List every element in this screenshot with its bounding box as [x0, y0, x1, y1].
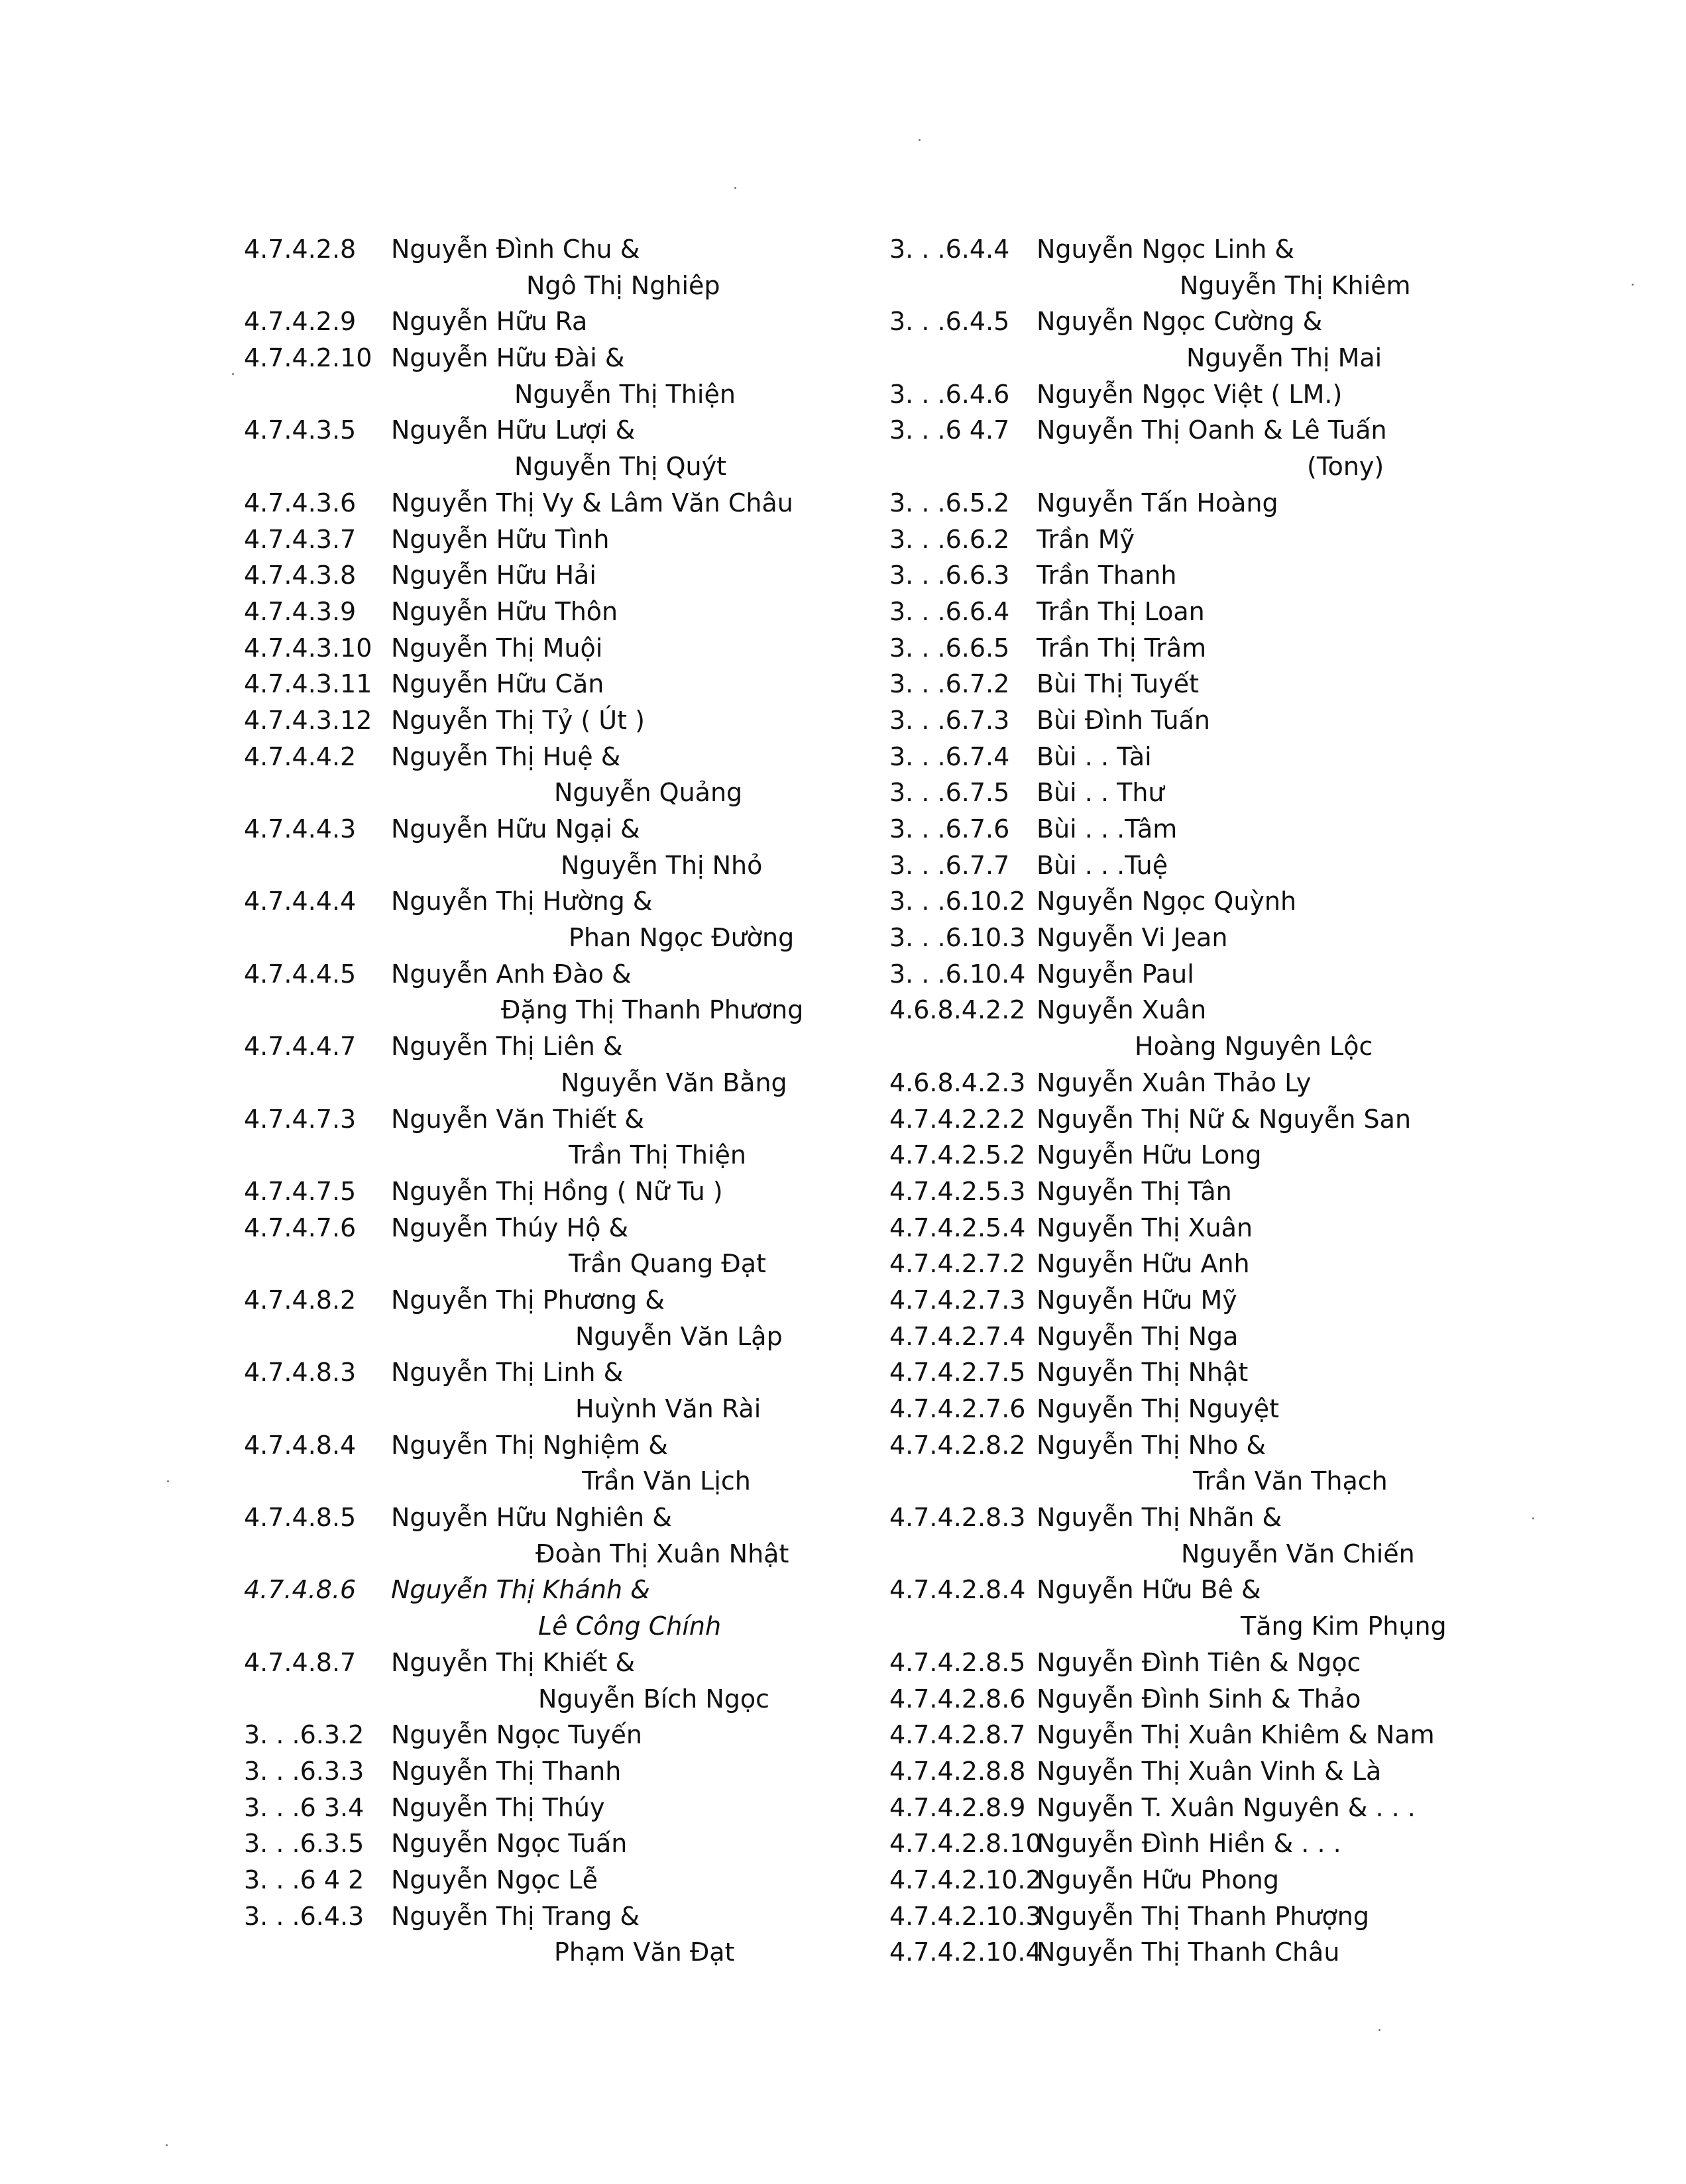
entry-line: [244, 1137, 867, 1174]
entry-name: Nguyễn Hữu Thôn: [391, 596, 618, 626]
entry-number: 3. . .6.6.5: [889, 633, 1010, 663]
entry-name: Nguyễn Hữu Anh: [1037, 1249, 1250, 1279]
entry-line: [889, 1608, 1552, 1645]
entry-name-continuation: Nguyễn Thị Khiêm: [1180, 270, 1411, 300]
entry-name: Nguyễn Thị Huệ &: [391, 741, 621, 771]
entry-name-continuation: Nguyễn Bích Ngọc: [538, 1684, 770, 1714]
entry-line: [889, 1282, 1552, 1319]
entry-number: 4.7.4.4.4: [244, 887, 357, 916]
entry-name: Nguyễn Thị Tân: [1037, 1176, 1232, 1206]
entry-name-continuation: Trần Quang Đạt: [569, 1249, 766, 1279]
entry-line: [889, 1572, 1552, 1608]
entry-name: Nguyễn Thị Nguyệt: [1037, 1394, 1279, 1423]
entry-line: [889, 775, 1552, 811]
entry-line: [244, 1463, 867, 1500]
entry-number: 4.7.4.8.2: [244, 1285, 357, 1315]
entry-name: Nguyễn Hữu Tình: [391, 524, 610, 554]
scan-speck: [1532, 1517, 1534, 1519]
entry-line: [244, 376, 867, 413]
entry-line: [244, 992, 867, 1028]
scan-speck: [1378, 2029, 1380, 2031]
entry-line: [244, 1319, 867, 1355]
entry-line: [244, 231, 867, 268]
entry-line: [889, 1500, 1552, 1536]
entry-line: [889, 1753, 1552, 1790]
entry-name: Nguyễn Thị Trang &: [391, 1901, 640, 1931]
entry-number: 4.7.4.2.10.3: [889, 1901, 1042, 1931]
entry-name-continuation: Huỳnh Văn Rài: [575, 1394, 761, 1423]
scan-speck: [919, 139, 921, 141]
entry-number: 3. . .6.10.3: [889, 923, 1026, 953]
entry-line: [889, 521, 1552, 558]
entry-line: [244, 1608, 867, 1645]
entry-number: 4.7.4.2.7.5: [889, 1358, 1026, 1388]
entry-name: Nguyễn Hữu Ra: [391, 307, 588, 337]
entry-number: 4.7.4.2.8.6: [889, 1684, 1026, 1714]
entry-name: Nguyễn Thị Thanh: [391, 1756, 622, 1786]
entry-name: Nguyễn Thị Thanh Châu: [1037, 1938, 1340, 1967]
entry-name-continuation: Phạm Văn Đạt: [554, 1938, 735, 1967]
entry-line: [244, 1898, 867, 1935]
entry-name-continuation: (Tony): [1307, 452, 1384, 482]
entry-name: Nguyễn Hữu Hải: [391, 561, 596, 590]
entry-name: Nguyễn Hữu Nghiên &: [391, 1503, 672, 1533]
entry-line: [244, 449, 867, 485]
entry-name: Nguyễn Ngọc Tuấn: [391, 1829, 628, 1859]
entry-name: Nguyễn Thị Vy & Lâm Văn Châu: [391, 488, 793, 518]
entry-line: [889, 666, 1552, 702]
entry-line: [889, 412, 1552, 449]
entry-line: [244, 521, 867, 558]
entry-name: Bùi . . .Tuệ: [1037, 850, 1168, 880]
entry-number: 4.7.4.2.8.8: [889, 1756, 1026, 1786]
entry-line: [244, 630, 867, 667]
entry-number: 3. . .6.3.3: [244, 1756, 365, 1786]
entry-line: [889, 376, 1552, 413]
entry-name: Nguyễn Thị Nho &: [1037, 1430, 1266, 1460]
entry-name-continuation: Trần Văn Lịch: [582, 1466, 751, 1496]
entry-line: [889, 231, 1552, 268]
entry-number: 3. . .6.7.6: [889, 814, 1010, 844]
entry-number: 4.7.4.4.5: [244, 959, 357, 989]
entry-number: 3. . .6.4.3: [244, 1901, 365, 1931]
entry-name-continuation: Nguyễn Thị Quýt: [514, 452, 726, 482]
entry-name: Nguyễn Ngọc Tuyến: [391, 1720, 642, 1750]
entry-line: [244, 1862, 867, 1898]
entry-line: [889, 702, 1552, 739]
left-column: [244, 231, 867, 1971]
entry-name: Nguyễn Ngọc Lễ: [391, 1865, 598, 1894]
entry-line: [889, 1717, 1552, 1753]
entry-line: [889, 1463, 1552, 1500]
entry-name: Nguyễn Tấn Hoàng: [1037, 488, 1278, 518]
entry-name-continuation: Nguyễn Văn Lập: [575, 1321, 783, 1351]
entry-name-continuation: Nguyễn Văn Bằng: [561, 1067, 787, 1097]
entry-line: [244, 956, 867, 993]
entry-number: 3. . .6.4.5: [889, 307, 1010, 337]
entry-line: [244, 1174, 867, 1210]
entry-line: [889, 485, 1552, 521]
entry-name: Nguyễn Vi Jean: [1037, 923, 1228, 953]
entry-name: Nguyễn Hữu Căn: [391, 669, 604, 699]
entry-name: Nguyễn Đình Sinh & Thảo: [1037, 1684, 1361, 1714]
entry-line: [889, 883, 1552, 920]
entry-number: 4.7.4.2.8.10: [889, 1829, 1042, 1859]
entry-line: [244, 1826, 867, 1862]
entry-number: 4.7.4.2.7.6: [889, 1394, 1026, 1423]
entry-line: [244, 594, 867, 630]
entry-line: [889, 1536, 1552, 1572]
entry-name: Nguyễn Xuân: [1037, 995, 1207, 1025]
entry-line: [244, 1246, 867, 1282]
entry-name: Nguyễn Đình Hiền & . . .: [1037, 1829, 1341, 1859]
entry-name-continuation: Phan Ngọc Đường: [569, 923, 795, 953]
entry-number: 4.7.4.8.4: [244, 1430, 357, 1460]
entry-name-continuation: Trần Văn Thạch: [1193, 1466, 1388, 1496]
entry-number: 4.7.4.2.8.3: [889, 1503, 1026, 1533]
entry-name-continuation: Lê Công Chính: [538, 1611, 722, 1641]
entry-name: Nguyễn Xuân Thảo Ly: [1037, 1067, 1312, 1097]
entry-line: [889, 1065, 1552, 1101]
entry-line: [244, 412, 867, 449]
entry-line: [244, 847, 867, 884]
entry-number: 4.6.8.4.2.2: [889, 995, 1026, 1025]
entry-number: 4.7.4.2.8: [244, 235, 357, 264]
entry-number: 4.7.4.3.6: [244, 488, 357, 518]
entry-name: Nguyễn Thị Thúy: [391, 1792, 605, 1822]
entry-line: [244, 1790, 867, 1826]
entry-name: Nguyễn Thị Thanh Phượng: [1037, 1901, 1369, 1931]
entry-name: Nguyễn Văn Thiết &: [391, 1104, 644, 1134]
entry-name-continuation: Nguyễn Quảng: [554, 778, 743, 808]
entry-line: [244, 1391, 867, 1427]
entry-name: Nguyễn Thị Xuân: [1037, 1213, 1253, 1242]
entry-name-continuation: Ngô Thị Nghiêp: [526, 270, 720, 300]
entry-name: Nguyễn Thị Xuân Khiêm & Nam: [1037, 1720, 1435, 1750]
entry-name: Bùi . . .Tâm: [1037, 814, 1178, 844]
entry-name: Nguyễn Thị Nhật: [1037, 1358, 1249, 1388]
entry-number: 4.7.4.8.6: [244, 1575, 357, 1605]
entry-name-continuation: Nguyễn Thị Nhỏ: [561, 850, 763, 880]
entry-line: [244, 340, 867, 376]
entry-line: [244, 1753, 867, 1790]
entry-name: Nguyễn Thị Nga: [1037, 1321, 1239, 1351]
entry-name: Trần Thị Trâm: [1037, 633, 1207, 663]
entry-name: Bùi . . Thư: [1037, 778, 1164, 808]
entry-line: [889, 1174, 1552, 1210]
entry-name: Nguyễn Thị Hồng ( Nữ Tu ): [391, 1176, 723, 1206]
entry-number: 3. . .6.6.2: [889, 524, 1010, 554]
entry-name-continuation: Nguyễn Văn Chiến: [1181, 1539, 1415, 1568]
entry-number: 4.7.4.2.5.2: [889, 1140, 1026, 1170]
entry-line: [889, 956, 1552, 993]
entry-line: [889, 1790, 1552, 1826]
entry-name: Bùi Thị Tuyết: [1037, 669, 1200, 699]
entry-name: Nguyễn Thúy Hộ &: [391, 1213, 629, 1242]
entry-name: Nguyễn Hữu Bê &: [1037, 1575, 1261, 1605]
entry-name: Nguyễn Ngọc Linh &: [1037, 235, 1295, 264]
entry-line: [889, 1826, 1552, 1862]
entry-line: [244, 1681, 867, 1718]
entry-number: 3. . .6 4 2: [244, 1865, 365, 1894]
entry-line: [889, 920, 1552, 956]
entry-name: Trần Thị Loan: [1037, 596, 1205, 626]
entry-line: [244, 303, 867, 340]
entry-name: Nguyễn Thị Phương &: [391, 1285, 665, 1315]
entry-number: 4.7.4.2.7.4: [889, 1321, 1026, 1351]
entry-name: Nguyễn Thị Nữ & Nguyễn San: [1037, 1104, 1412, 1134]
entry-name-continuation: Đặng Thị Thanh Phương: [501, 995, 804, 1025]
entry-number: 3. . .6.5.2: [889, 488, 1010, 518]
entry-line: [889, 1391, 1552, 1427]
entry-line: [889, 594, 1552, 630]
entry-name-continuation: Tăng Kim Phụng: [1241, 1611, 1447, 1641]
entry-line: [244, 1101, 867, 1138]
entry-line: [889, 1934, 1552, 1971]
entry-number: 4.7.4.2.5.4: [889, 1213, 1026, 1242]
entry-line: [244, 1210, 867, 1246]
entry-line: [889, 1101, 1552, 1138]
entry-number: 4.7.4.3.12: [244, 705, 372, 735]
entry-name-continuation: Hoàng Nguyên Lộc: [1135, 1032, 1373, 1062]
entry-line: [889, 557, 1552, 594]
entry-number: 4.7.4.2.10.2: [889, 1865, 1042, 1894]
entry-name: Nguyễn Thị Khánh &: [391, 1575, 650, 1605]
entry-name-continuation: Nguyễn Thị Thiện: [514, 379, 736, 409]
entry-name: Bùi Đình Tuấn: [1037, 705, 1210, 735]
entry-line: [244, 1572, 867, 1608]
entry-name-continuation: Đoàn Thị Xuân Nhật: [535, 1539, 789, 1568]
entry-line: [244, 1282, 867, 1319]
entry-number: 3. . .6.10.2: [889, 887, 1026, 916]
entry-number: 4.7.4.3.5: [244, 415, 357, 445]
entry-number: 3. . .6.7.4: [889, 741, 1010, 771]
entry-line: [244, 485, 867, 521]
entry-number: 4.7.4.8.3: [244, 1358, 357, 1388]
entry-name: Nguyễn Hữu Ngại &: [391, 814, 640, 844]
entry-line: [889, 630, 1552, 667]
entry-number: 3. . .6.4.4: [889, 235, 1010, 264]
entry-number: 3. . .6.10.4: [889, 959, 1026, 989]
entry-number: 4.6.8.4.2.3: [889, 1067, 1026, 1097]
entry-name: Nguyễn Hữu Đài &: [391, 343, 625, 373]
entry-number: 4.7.4.7.5: [244, 1176, 357, 1206]
entry-line: [889, 1427, 1552, 1464]
entry-number: 4.7.4.3.10: [244, 633, 372, 663]
entry-number: 4.7.4.3.7: [244, 524, 357, 554]
entry-number: 4.7.4.8.5: [244, 1503, 357, 1533]
entry-number: 4.7.4.4.3: [244, 814, 357, 844]
entry-name: Nguyễn Hữu Long: [1037, 1140, 1262, 1170]
entry-line: [244, 811, 867, 847]
entry-line: [889, 340, 1552, 376]
entry-number: 3. . .6.4.6: [889, 379, 1010, 409]
entry-name: Nguyễn Thị Xuân Vinh & Là: [1037, 1756, 1382, 1786]
entry-line: [244, 666, 867, 702]
right-column: [889, 231, 1552, 1971]
entry-line: [244, 268, 867, 304]
entry-line: [889, 449, 1552, 485]
entry-number: 4.7.4.3.8: [244, 561, 357, 590]
entry-number: 3. . .6.6.3: [889, 561, 1010, 590]
entry-line: [244, 1645, 867, 1681]
entry-number: 4.7.4.2.10: [244, 343, 372, 373]
entry-line: [244, 1536, 867, 1572]
entry-line: [889, 1137, 1552, 1174]
entry-number: 4.7.4.3.9: [244, 596, 357, 626]
entry-name: Nguyễn Thị Linh &: [391, 1358, 624, 1388]
entry-name: Trần Mỹ: [1037, 524, 1135, 554]
entry-number: 4.7.4.2.9: [244, 307, 357, 337]
entry-name: Nguyễn Hữu Phong: [1037, 1865, 1279, 1894]
entry-line: [889, 1354, 1552, 1391]
scan-speck: [166, 2144, 168, 2146]
entry-number: 4.7.4.4.7: [244, 1032, 357, 1062]
entry-number: 4.7.4.3.11: [244, 669, 372, 699]
entry-line: [889, 268, 1552, 304]
entry-name-continuation: Nguyễn Thị Mai: [1186, 343, 1382, 373]
entry-line: [889, 739, 1552, 775]
entry-line: [889, 1645, 1552, 1681]
entry-line: [244, 1354, 867, 1391]
entry-number: 4.7.4.2.10.4: [889, 1938, 1042, 1967]
entry-line: [244, 775, 867, 811]
entry-line: [889, 811, 1552, 847]
entry-number: 4.7.4.2.8.9: [889, 1792, 1026, 1822]
entry-number: 3. . .6.6.4: [889, 596, 1010, 626]
entry-name: Nguyễn Hữu Mỹ: [1037, 1285, 1237, 1315]
entry-line: [889, 1898, 1552, 1935]
entry-number: 4.7.4.7.3: [244, 1104, 357, 1134]
entry-line: [244, 1717, 867, 1753]
entry-line: [889, 1246, 1552, 1282]
entry-line: [244, 1065, 867, 1101]
entry-name: Trần Thanh: [1037, 561, 1177, 590]
scan-speck: [232, 373, 234, 375]
entry-line: [889, 992, 1552, 1028]
entry-line: [244, 920, 867, 956]
entry-number: 4.7.4.2.8.4: [889, 1575, 1026, 1605]
entry-name: Nguyễn Thị Khiết &: [391, 1647, 636, 1677]
entry-number: 4.7.4.2.8.2: [889, 1430, 1026, 1460]
entry-number: 3. . .6 4.7: [889, 415, 1010, 445]
entry-name: Nguyễn Đình Chu &: [391, 235, 640, 264]
entry-name: Nguyễn Paul: [1037, 959, 1194, 989]
entry-line: [889, 303, 1552, 340]
entry-name: Nguyễn Ngọc Việt ( LM.): [1037, 379, 1343, 409]
entry-name: Nguyễn Ngọc Quỳnh: [1037, 887, 1297, 916]
entry-name: Nguyễn Thị Nhãn &: [1037, 1503, 1282, 1533]
entry-line: [244, 1028, 867, 1065]
entry-number: 3. . .6.7.3: [889, 705, 1010, 735]
scan-speck: [734, 187, 736, 189]
entry-number: 4.7.4.2.2.2: [889, 1104, 1026, 1134]
entry-number: 4.7.4.8.7: [244, 1647, 357, 1677]
entry-name: Nguyễn Thị Tỷ ( Út ): [391, 705, 645, 735]
entry-number: 3. . .6 3.4: [244, 1792, 365, 1822]
entry-line: [244, 1934, 867, 1971]
entry-line: [244, 702, 867, 739]
entry-line: [889, 1681, 1552, 1718]
entry-number: 3. . .6.3.5: [244, 1829, 365, 1859]
entry-line: [244, 1427, 867, 1464]
entry-name: Nguyễn T. Xuân Nguyên & . . .: [1037, 1792, 1416, 1822]
entry-name-continuation: Trần Thị Thiện: [569, 1140, 746, 1170]
entry-number: 3. . .6.7.2: [889, 669, 1010, 699]
entry-line: [244, 883, 867, 920]
entry-number: 4.7.4.7.6: [244, 1213, 357, 1242]
scan-speck: [167, 1480, 169, 1482]
entry-line: [889, 1862, 1552, 1898]
entry-name: Nguyễn Đình Tiên & Ngọc: [1037, 1647, 1361, 1677]
entry-name: Nguyễn Thị Oanh & Lê Tuấn: [1037, 415, 1387, 445]
entry-number: 4.7.4.2.7.2: [889, 1249, 1026, 1279]
entry-number: 3. . .6.7.5: [889, 778, 1010, 808]
entry-line: [889, 1028, 1552, 1065]
entry-line: [889, 1319, 1552, 1355]
entry-line: [889, 1210, 1552, 1246]
entry-name: Nguyễn Thị Nghiệm &: [391, 1430, 668, 1460]
entry-line: [244, 1500, 867, 1536]
entry-number: 4.7.4.2.7.3: [889, 1285, 1026, 1315]
scan-speck: [1632, 284, 1634, 286]
entry-name: Nguyễn Ngọc Cường &: [1037, 307, 1323, 337]
entry-line: [244, 557, 867, 594]
entry-number: 3. . .6.3.2: [244, 1720, 365, 1750]
entry-number: 4.7.4.4.2: [244, 741, 357, 771]
entry-name: Nguyễn Thị Hường &: [391, 887, 653, 916]
entry-number: 3. . .6.7.7: [889, 850, 1010, 880]
entry-name: Nguyễn Hữu Lượi &: [391, 415, 636, 445]
entry-line: [889, 847, 1552, 884]
entry-name: Nguyễn Anh Đào &: [391, 959, 632, 989]
entry-name: Bùi . . Tài: [1037, 741, 1152, 771]
entry-number: 4.7.4.2.5.3: [889, 1176, 1026, 1206]
entry-number: 4.7.4.2.8.7: [889, 1720, 1026, 1750]
entry-name: Nguyễn Thị Muội: [391, 633, 603, 663]
entry-line: [244, 739, 867, 775]
entry-number: 4.7.4.2.8.5: [889, 1647, 1026, 1677]
entry-name: Nguyễn Thị Liên &: [391, 1032, 623, 1062]
